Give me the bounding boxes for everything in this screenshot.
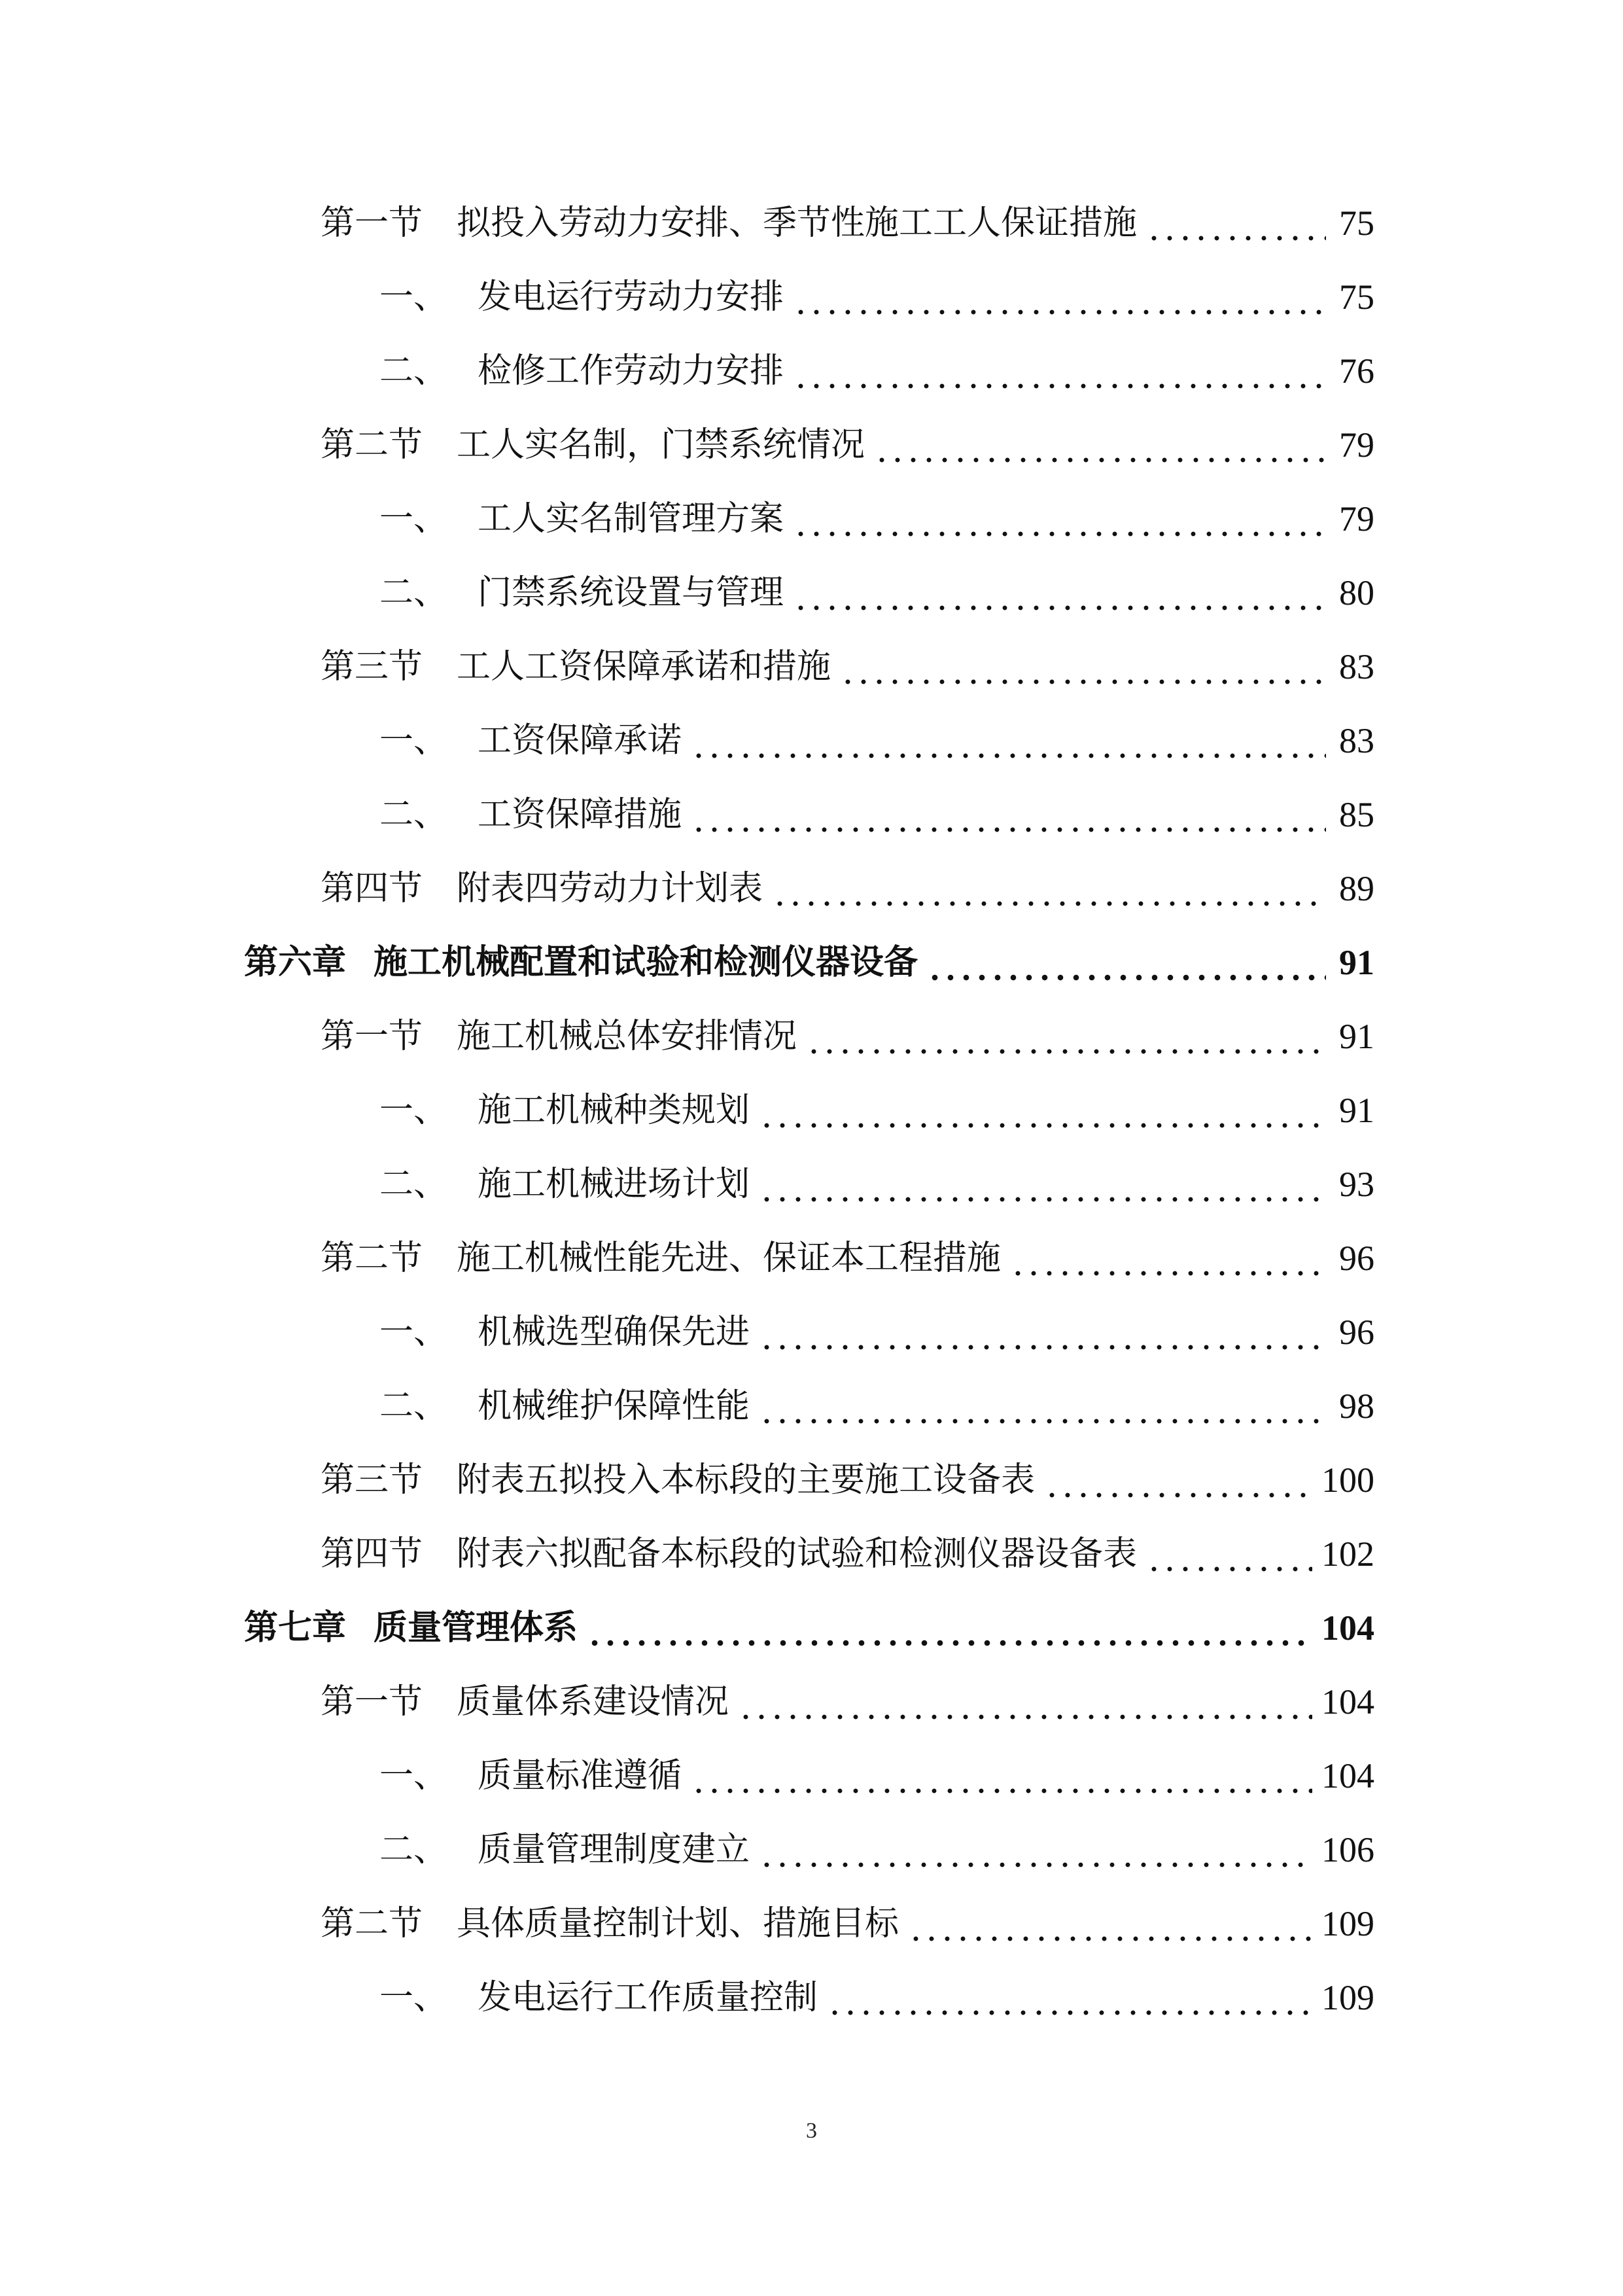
- toc-entry-number: 二、: [379, 1165, 448, 1204]
- toc-entry-page: 109: [1321, 1904, 1374, 1943]
- toc-entry[interactable]: [379, 1968, 1374, 2027]
- toc-entry[interactable]: [379, 489, 1374, 548]
- toc-entry-title: 质量管理制度建立: [478, 1830, 750, 1869]
- toc-entry-title: 附表五拟投入本标段的主要施工设备表: [457, 1460, 1036, 1500]
- toc-entry-number: 第一节: [321, 1682, 423, 1722]
- toc-entry-number: 第四节: [321, 1534, 423, 1574]
- toc-entry-page: 76: [1339, 351, 1374, 391]
- toc-entry-title: 施工机械配置和试验和检测仪器设备: [374, 942, 918, 982]
- toc-entry[interactable]: [379, 785, 1374, 844]
- dot-leader: [790, 563, 1326, 622]
- toc-entry-page: 91: [1339, 1017, 1374, 1056]
- dot-leader: [1143, 1525, 1312, 1583]
- toc-entry-number: 一、: [379, 1978, 448, 2017]
- toc-entry[interactable]: [321, 1451, 1374, 1510]
- toc-entry-number: 一、: [379, 277, 448, 317]
- toc-entry[interactable]: [379, 1155, 1374, 1214]
- toc-entry-chapter[interactable]: [244, 933, 1374, 992]
- toc-entry-number: 第三节: [321, 647, 423, 686]
- toc-entry[interactable]: [379, 342, 1374, 400]
- toc-entry-title: 工人实名制，门禁系统情况: [457, 425, 865, 465]
- toc-entry-page: 96: [1339, 1313, 1374, 1352]
- toc-entry-page: 75: [1339, 203, 1374, 243]
- toc-entry-title: 施工机械总体安排情况: [457, 1017, 797, 1056]
- toc-entry-number: 二、: [379, 351, 448, 391]
- toc-entry-number: 第二节: [321, 425, 423, 465]
- toc-entry-title: 附表四劳动力计划表: [457, 869, 763, 908]
- toc-entry-page: 85: [1339, 795, 1374, 834]
- toc-entry[interactable]: [379, 1377, 1374, 1436]
- dot-leader: [1041, 1451, 1312, 1510]
- dot-leader: [756, 1081, 1326, 1140]
- toc-entry-number: 二、: [379, 573, 448, 612]
- toc-entry-page: 104: [1321, 1682, 1374, 1722]
- dot-leader: [924, 933, 1326, 992]
- toc-entry-page: 100: [1321, 1460, 1374, 1500]
- toc-entry-title: 质量体系建设情况: [457, 1682, 729, 1722]
- toc-entry-title: 门禁系统设置与管理: [478, 573, 784, 612]
- toc-entry-page: 89: [1339, 869, 1374, 908]
- toc-entry-number: 一、: [379, 1756, 448, 1795]
- toc-entry-number: 第二节: [321, 1239, 423, 1278]
- dot-leader: [790, 489, 1326, 548]
- dot-leader: [688, 785, 1326, 844]
- toc-entry-number: 第六章: [244, 942, 347, 982]
- dot-leader: [1143, 194, 1326, 253]
- toc-entry-title: 具体质量控制计划、措施目标: [457, 1904, 899, 1943]
- toc-entry[interactable]: [321, 1672, 1374, 1731]
- toc-entry[interactable]: [321, 637, 1374, 696]
- toc-entry[interactable]: [379, 1303, 1374, 1362]
- toc-entry[interactable]: [379, 563, 1374, 622]
- toc-entry[interactable]: [379, 1081, 1374, 1140]
- toc-entry-page: 98: [1339, 1386, 1374, 1426]
- dot-leader: [905, 1894, 1312, 1953]
- dot-leader: [735, 1672, 1312, 1731]
- toc-entry[interactable]: [379, 268, 1374, 327]
- toc-entry-title: 机械选型确保先进: [478, 1313, 750, 1352]
- toc-entry[interactable]: [321, 1229, 1374, 1288]
- toc-entry-title: 工人实名制管理方案: [478, 499, 784, 539]
- toc-entry-number: 第二节: [321, 1904, 423, 1943]
- toc-entry-chapter[interactable]: [244, 1598, 1374, 1657]
- toc-entry-page: 80: [1339, 573, 1374, 612]
- toc-entry-number: 一、: [379, 721, 448, 760]
- toc-entry-title: 质量管理体系: [374, 1608, 578, 1648]
- dot-leader: [837, 637, 1326, 696]
- dot-leader: [584, 1598, 1312, 1657]
- toc-entry-title: 附表六拟配备本标段的试验和检测仪器设备表: [457, 1534, 1138, 1574]
- toc-entry-number: 第三节: [321, 1460, 423, 1500]
- dot-leader: [1007, 1229, 1326, 1288]
- dot-leader: [803, 1007, 1326, 1066]
- toc-entry-page: 102: [1321, 1534, 1374, 1574]
- dot-leader: [756, 1303, 1326, 1362]
- toc-entry[interactable]: [321, 859, 1374, 918]
- dot-leader: [769, 859, 1326, 918]
- toc-entry-page: 75: [1339, 277, 1374, 317]
- toc-entry-title: 发电运行劳动力安排: [478, 277, 784, 317]
- toc-entry-number: 第七章: [244, 1608, 347, 1648]
- dot-leader: [756, 1377, 1326, 1436]
- toc-entry-title: 机械维护保障性能: [478, 1386, 750, 1426]
- dot-leader: [756, 1155, 1326, 1214]
- toc-entry-title: 检修工作劳动力安排: [478, 351, 784, 391]
- toc-entry-page: 93: [1339, 1165, 1374, 1204]
- toc-entry-number: 第四节: [321, 869, 423, 908]
- toc-entry[interactable]: [321, 194, 1374, 253]
- toc-entry[interactable]: [321, 1894, 1374, 1953]
- toc-entry-page: 91: [1339, 943, 1374, 982]
- toc-entry-page: 79: [1339, 425, 1374, 465]
- dot-leader: [824, 1968, 1312, 2027]
- toc-entry-number: 二、: [379, 1386, 448, 1426]
- toc-entry[interactable]: [321, 415, 1374, 474]
- toc-entry-page: 83: [1339, 721, 1374, 760]
- page-number: 3: [806, 2119, 817, 2143]
- toc-entry-title: 质量标准遵循: [478, 1756, 682, 1795]
- dot-leader: [756, 1820, 1312, 1879]
- toc-entry-title: 拟投入劳动力安排、季节性施工工人保证措施: [457, 203, 1138, 243]
- toc-entry-page: 96: [1339, 1239, 1374, 1278]
- toc-entry-number: 一、: [379, 499, 448, 539]
- toc-entry-page: 79: [1339, 499, 1374, 539]
- toc-entry-page: 104: [1321, 1756, 1374, 1795]
- toc-entry-number: 第一节: [321, 203, 423, 243]
- toc-entry-number: 第一节: [321, 1017, 423, 1056]
- toc-entry-title: 工人工资保障承诺和措施: [457, 647, 831, 686]
- toc-entry-number: 二、: [379, 1830, 448, 1869]
- toc-entry-number: 一、: [379, 1313, 448, 1352]
- toc-entry-title: 施工机械进场计划: [478, 1165, 750, 1204]
- toc-entry-page: 109: [1321, 1978, 1374, 2017]
- toc-entry[interactable]: [379, 1746, 1374, 1805]
- dot-leader: [871, 415, 1326, 474]
- toc-entry-page: 106: [1321, 1830, 1374, 1869]
- dot-leader: [790, 342, 1326, 400]
- toc-entry-title: 工资保障措施: [478, 795, 682, 834]
- toc-entry-number: 一、: [379, 1091, 448, 1130]
- toc-entry[interactable]: [379, 1820, 1374, 1879]
- toc-entry-page: 104: [1321, 1608, 1374, 1648]
- dot-leader: [688, 1746, 1312, 1805]
- toc-entry-number: 二、: [379, 795, 448, 834]
- toc-entry[interactable]: [321, 1525, 1374, 1583]
- dot-leader: [790, 268, 1326, 327]
- toc-entry-page: 83: [1339, 647, 1374, 686]
- toc-entry-title: 工资保障承诺: [478, 721, 682, 760]
- dot-leader: [688, 711, 1326, 770]
- toc-entry-title: 施工机械种类规划: [478, 1091, 750, 1130]
- toc-entry-title: 发电运行工作质量控制: [478, 1978, 818, 2017]
- toc-entry-title: 施工机械性能先进、保证本工程措施: [457, 1239, 1002, 1278]
- toc-entry[interactable]: [379, 711, 1374, 770]
- toc-entry[interactable]: [321, 1007, 1374, 1066]
- toc-entry-page: 91: [1339, 1091, 1374, 1130]
